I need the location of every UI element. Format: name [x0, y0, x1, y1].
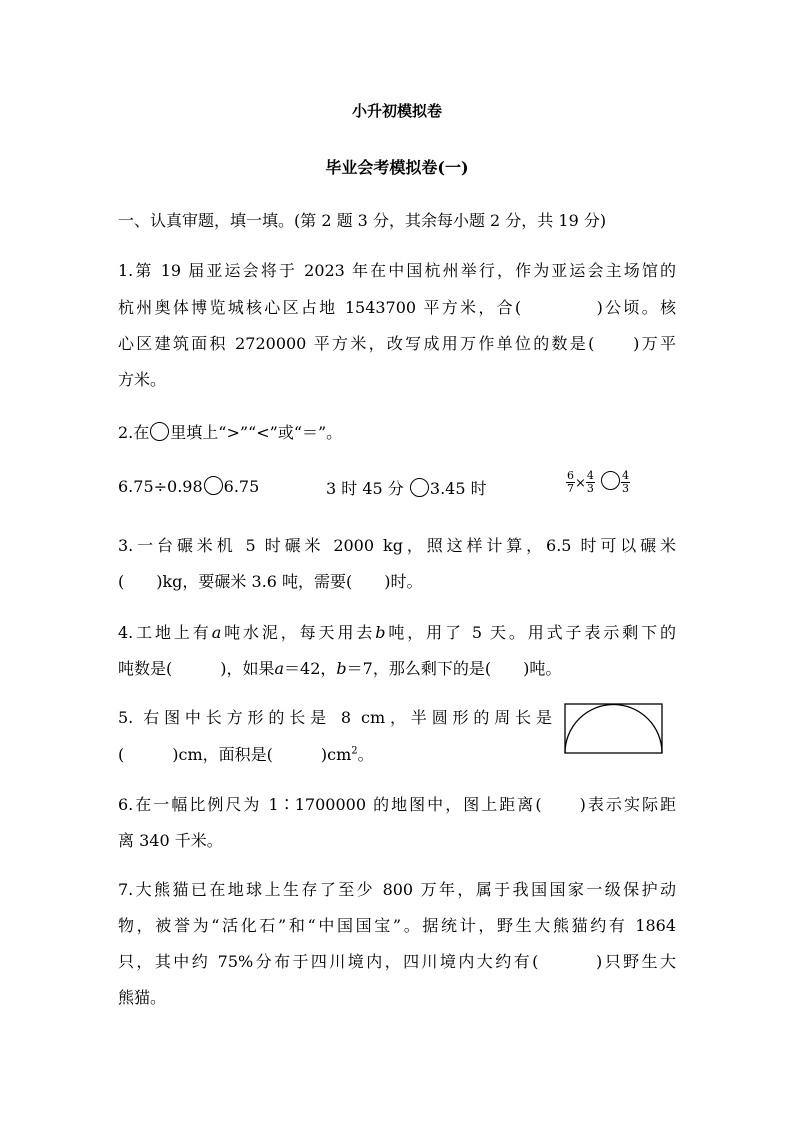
- section-heading: 一、认真审题，填一填。(第 2 题 3 分，其余每小题 2 分，共 19 分): [118, 211, 607, 230]
- answer-circle-a[interactable]: [204, 476, 223, 495]
- q2-instruction: [118, 420, 342, 443]
- answer-circle-c[interactable]: [601, 471, 620, 490]
- q2-suffix: 里填上“>”“<”或“＝”。: [170, 423, 343, 442]
- fraction-4-3-right: $\frac{4}{3}$: [622, 469, 629, 495]
- times-sign: ×: [575, 476, 586, 491]
- exam-subtitle: 毕业会考模拟卷(一): [325, 158, 469, 177]
- q2-b-right: 3.45 时: [429, 479, 487, 498]
- rectangle-shape: [565, 704, 662, 753]
- page-title: 小升初模拟卷: [351, 102, 442, 120]
- q7-line-4: 熊猫。: [118, 988, 167, 1007]
- answer-circle-b[interactable]: [410, 478, 429, 497]
- q2-prefix: 2.在: [118, 423, 150, 442]
- fraction-4-3: $\frac{4}{3}$: [586, 469, 594, 495]
- q2-compare-c: [566, 470, 630, 495]
- q2-b-left: 3 时 45 分: [326, 479, 404, 498]
- q5-line-1: 5. 右图中长方形的长是 8 cm，半圆形的周长是: [118, 708, 552, 727]
- q7-line-1: 7.大熊猫已在地球上生存了至少 800 万年，属于我国国家一级保护动: [118, 880, 676, 899]
- q5-line-2: ( )cm，面积是( )$cm^2$。: [118, 745, 374, 764]
- circle-icon: [150, 422, 169, 441]
- q2-a-left: 6.75÷0.98: [118, 477, 203, 496]
- q6-line-1: 6.在一幅比例尺为 1∶1700000 的地图中，图上距离( )表示实际距: [118, 795, 676, 814]
- fraction-6-7: $\frac{6}{7}$: [567, 469, 574, 495]
- rectangle-semicircle-figure: [564, 703, 664, 755]
- q6-line-2: 离 340 千米。: [118, 831, 223, 850]
- q2-compare-b: [326, 476, 487, 499]
- q1-line-2: 杭州奥体博览城核心区占地 1543700 平方米，合( )公顷。核: [118, 298, 676, 317]
- q4-line-1: 4.工地上有a吨水泥，每天用去b吨，用了 5 天。用式子表示剩下的: [118, 623, 676, 642]
- q3-line-2: ( )kg，要碾米 3.6 吨，需要( )时。: [118, 572, 423, 591]
- semicircle-shape: [565, 705, 662, 753]
- q1-line-3: 心区建筑面积 2720000 平方米，改写成用万作单位的数是( )万平: [118, 334, 676, 353]
- q4-line-2: 吨数是( )，如果a＝42，b＝7，那么剩下的是( )吨。: [118, 659, 562, 678]
- q7-line-3: 只，其中约 75%分布于四川境内，四川境内大约有( )只野生大: [118, 952, 676, 971]
- q7-line-2: 物，被誉为“活化石”和“中国国宝”。据统计，野生大熊猫约有 1864: [118, 916, 676, 935]
- q1-line-1: 1.第 19 届亚运会将于 2023 年在中国杭州举行，作为亚运会主场馆的: [118, 261, 676, 280]
- q2-compare-a: [118, 476, 259, 496]
- q1-line-4: 方米。: [118, 370, 167, 389]
- q2-a-right: 6.75: [223, 477, 260, 496]
- q3-line-1: 3.一台碾米机 5 时碾米 2000 kg，照这样计算，6.5 时可以碾米: [118, 536, 676, 555]
